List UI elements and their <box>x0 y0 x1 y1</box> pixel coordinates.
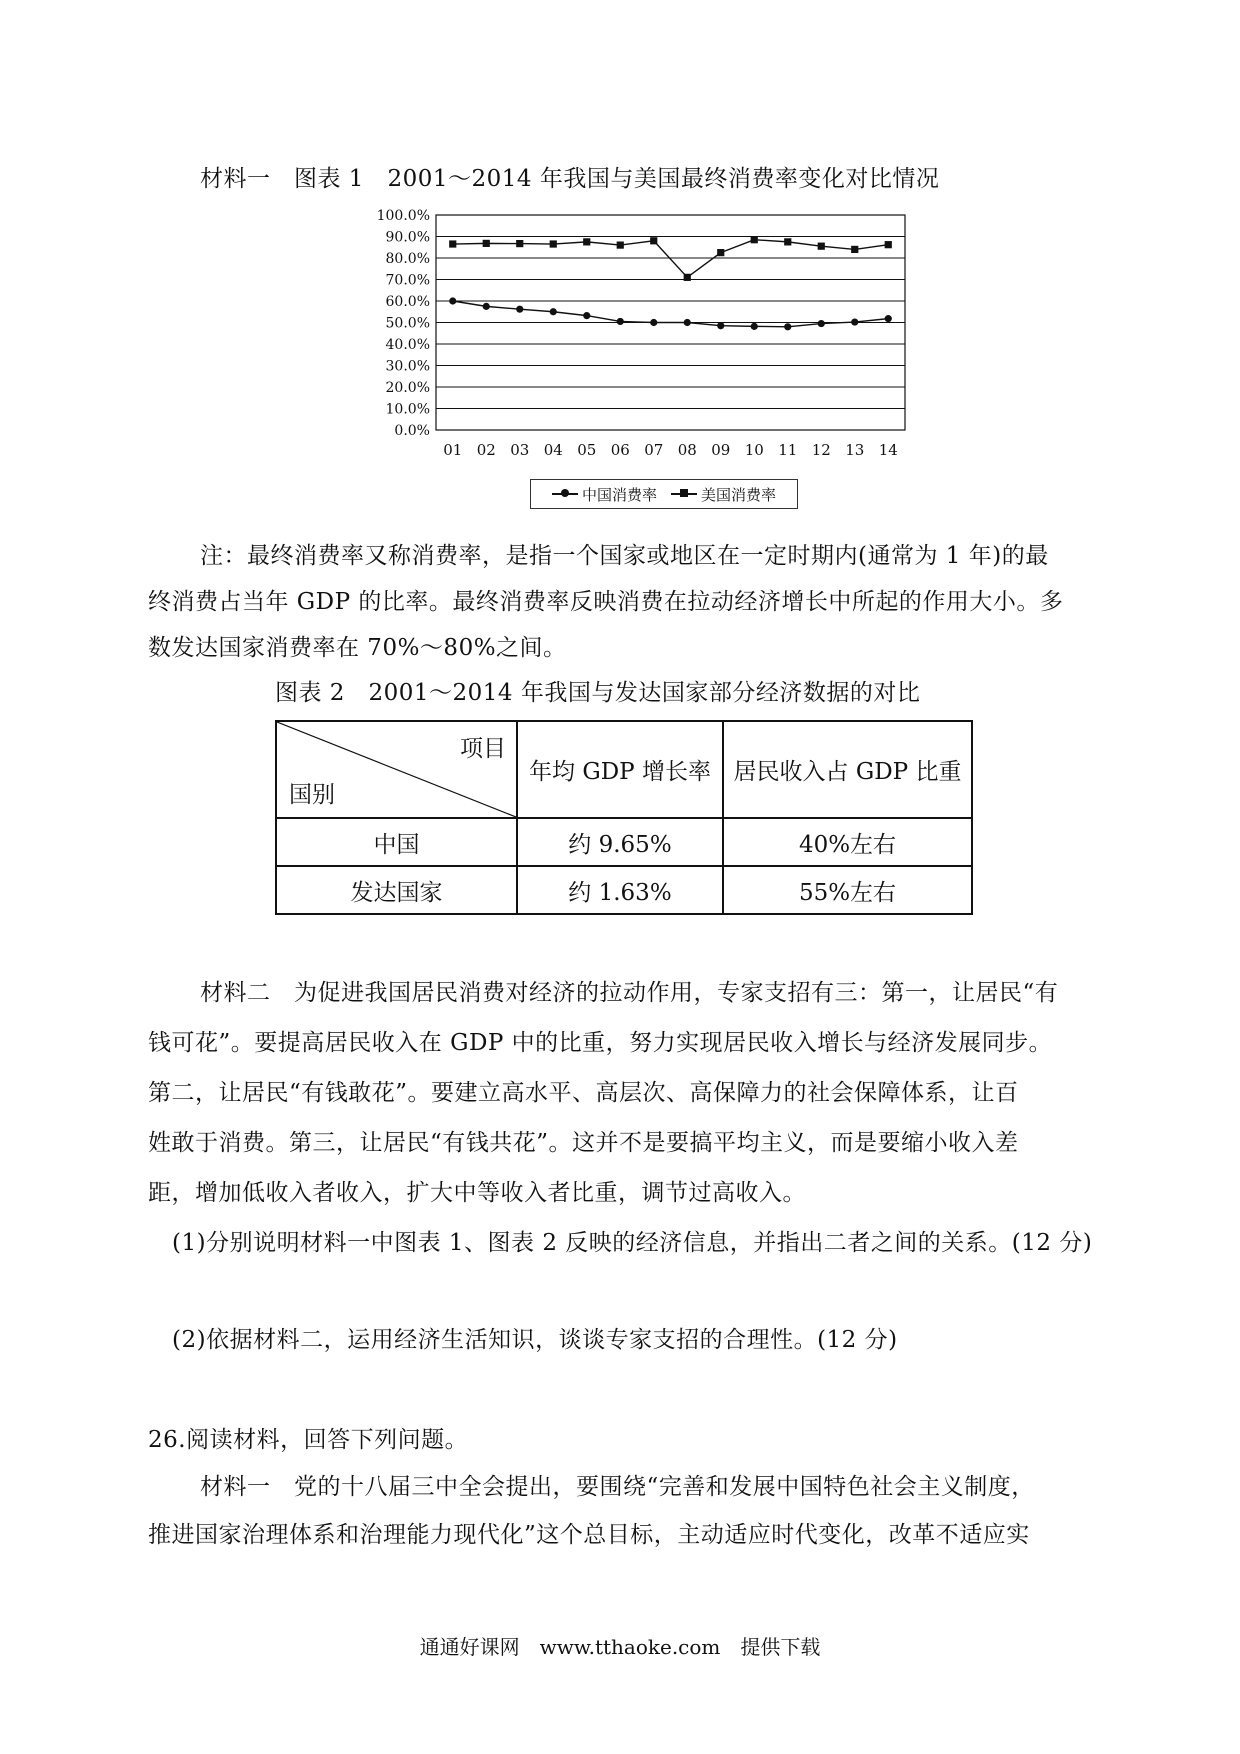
y-tick-label: 20.0% <box>385 380 430 396</box>
x-tick-label: 06 <box>610 441 630 459</box>
header-gdp-growth: 年均 GDP 增长率 <box>517 721 723 818</box>
x-tick-label: 12 <box>811 441 831 459</box>
consumption-rate-chart <box>370 208 915 513</box>
legend-label-china: 中国消费率 <box>581 485 657 504</box>
data-point-circle <box>483 303 490 310</box>
x-tick-label: 03 <box>510 441 530 459</box>
material2-line-5: 距，增加低收入者收入，扩大中等收入者比重，调节过高收入。 <box>148 1180 806 1206</box>
y-tick-label: 50.0% <box>385 315 430 332</box>
footer-text: 通通好课网 www.tthaoke.com 提供下载 <box>419 1635 821 1659</box>
data-point-circle <box>650 319 657 326</box>
x-tick-label: 13 <box>845 441 865 459</box>
data-point-circle <box>818 320 825 327</box>
data-point-circle <box>516 306 523 313</box>
data-point-square <box>784 238 791 245</box>
y-tick-label: 70.0% <box>385 272 430 289</box>
y-tick-label: 40.0% <box>385 337 430 353</box>
cell-country: 中国 <box>276 818 517 866</box>
x-tick-label: 09 <box>711 441 731 459</box>
cell-share: 55%左右 <box>723 866 972 914</box>
data-point-square <box>684 274 691 281</box>
table-title: 图表 2 2001～2014 年我国与发达国家部分经济数据的对比 <box>275 680 921 706</box>
corner-cell <box>276 721 517 818</box>
data-point-circle <box>885 315 892 322</box>
material2-line-3: 第二，让居民“有钱敢花”。要建立高水平、高层次、高保障力的社会保障体系，让百 <box>148 1080 1019 1106</box>
data-point-square <box>516 240 523 247</box>
economic-data-table <box>275 720 973 915</box>
y-tick-label: 80.0% <box>385 251 430 267</box>
material2-line-2: 钱可花”。要提高居民收入在 GDP 中的比重，努力实现居民收入增长与经济发展同步。 <box>148 1030 1053 1056</box>
data-point-square <box>550 240 557 247</box>
material2-line-4: 姓敢于消费。第三，让居民“有钱共花”。这并不是要搞平均主义，而是要缩小收入差 <box>148 1130 1019 1156</box>
legend-item-usa <box>671 484 776 505</box>
x-tick-label: 02 <box>476 441 496 459</box>
data-point-circle <box>784 323 791 330</box>
data-point-circle <box>851 318 858 325</box>
y-tick-label: 10.0% <box>385 401 430 418</box>
note-line-2: 终消费占当年 GDP 的比率。最终消费率反映消费在拉动经济增长中所起的作用大小。多 <box>148 589 1064 615</box>
chart-legend <box>530 479 798 509</box>
y-tick-label: 60.0% <box>385 294 430 310</box>
data-point-circle <box>751 323 758 330</box>
table-row <box>276 818 972 866</box>
x-tick-label: 04 <box>543 441 563 459</box>
chart-svg <box>370 208 915 478</box>
material1-heading: 材料一 图表 1 2001～2014 年我国与美国最终消费率变化对比情况 <box>200 166 940 192</box>
data-point-square <box>483 240 490 247</box>
data-point-square <box>818 243 825 250</box>
data-point-square <box>885 241 892 248</box>
y-tick-label: 100.0% <box>376 208 430 224</box>
data-point-square <box>650 237 657 244</box>
data-point-circle <box>550 308 557 315</box>
data-point-square <box>851 246 858 253</box>
cell-growth: 约 9.65% <box>517 818 723 866</box>
data-point-circle <box>583 312 590 319</box>
x-tick-label: 14 <box>878 441 898 459</box>
y-tick-label: 0.0% <box>394 423 430 439</box>
table-row <box>276 866 972 914</box>
x-tick-label: 11 <box>778 441 798 459</box>
header-income-share: 居民收入占 GDP 比重 <box>723 721 972 818</box>
legend-item-china <box>552 484 657 505</box>
legend-circle-marker <box>552 493 578 495</box>
cell-country: 发达国家 <box>276 866 517 914</box>
data-point-square <box>449 240 456 247</box>
table-header-row <box>276 721 972 818</box>
y-tick-label: 30.0% <box>385 358 430 375</box>
data-point-square <box>583 238 590 245</box>
y-tick-label: 90.0% <box>385 229 430 246</box>
cell-growth: 约 1.63% <box>517 866 723 914</box>
x-tick-label: 10 <box>744 441 764 459</box>
x-tick-label: 05 <box>577 441 597 459</box>
data-point-circle <box>684 319 691 326</box>
data-point-circle <box>717 322 724 329</box>
question-2: (2)依据材料二，运用经济生活知识，谈谈专家支招的合理性。(12 分) <box>172 1327 898 1353</box>
cell-share: 40%左右 <box>723 818 972 866</box>
data-point-square <box>717 249 724 256</box>
legend-label-usa: 美国消费率 <box>701 485 777 504</box>
data-point-square <box>751 236 758 243</box>
data-point-square <box>617 242 624 249</box>
question-26-heading: 26.阅读材料，回答下列问题。 <box>148 1427 469 1453</box>
note-line-3: 数发达国家消费率在 70%～80%之间。 <box>148 635 567 661</box>
x-tick-label: 07 <box>644 441 664 459</box>
legend-square-marker <box>671 493 697 495</box>
note-line-1: 注：最终消费率又称消费率，是指一个国家或地区在一定时期内(通常为 1 年)的最 <box>200 543 1049 569</box>
x-tick-label: 01 <box>443 441 463 459</box>
corner-label-item: 项目 <box>460 736 506 762</box>
data-point-circle <box>449 297 456 304</box>
corner-label-country: 国别 <box>289 782 335 808</box>
question-1: (1)分别说明材料一中图表 1、图表 2 反映的经济信息，并指出二者之间的关系。(12 分) <box>172 1230 1093 1256</box>
data-point-circle <box>617 318 624 325</box>
material2-line-1: 材料二 为促进我国居民消费对经济的拉动作用，专家支招有三：第一，让居民“有 <box>200 980 1059 1006</box>
x-tick-label: 08 <box>677 441 697 459</box>
question-26-line-1: 材料一 党的十八届三中全会提出，要围绕“完善和发展中国特色社会主义制度， <box>200 1474 1035 1500</box>
question-26-line-2: 推进国家治理体系和治理能力现代化”这个总目标，主动适应时代变化，改革不适应实 <box>148 1522 1030 1548</box>
